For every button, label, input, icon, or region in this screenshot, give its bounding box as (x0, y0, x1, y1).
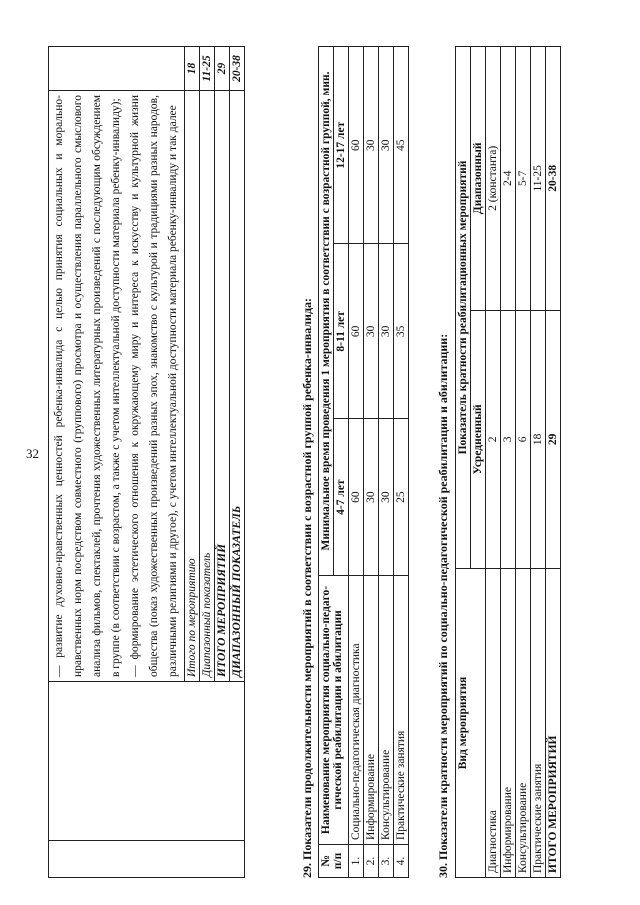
row-num: 3. (379, 845, 394, 878)
row-name: Информирование (501, 569, 516, 878)
row-num: 1. (349, 845, 364, 878)
page-number: 32 (26, 446, 39, 461)
row-name: Диагностика (486, 569, 501, 878)
header-activity-type: Вид мероприятия (456, 569, 486, 878)
rotated-content (0, 32, 560, 892)
row-value: 30 (364, 47, 379, 244)
row-range: 20-38 (546, 47, 561, 311)
row-value: 60 (349, 419, 364, 576)
table-row-total (546, 47, 561, 878)
activities-table (48, 46, 245, 878)
header-average: Усредненный (471, 310, 486, 568)
row-name: Практические занятия (531, 569, 546, 878)
row-average: 3 (501, 310, 516, 568)
row-value: 25 (394, 419, 409, 576)
row-average: 18 (531, 310, 546, 568)
header-num: № п/п (319, 845, 349, 878)
row-value: 30 (379, 244, 394, 419)
header-range: Диапазонный (471, 47, 486, 311)
paragraph-2: — формирование эстетического отношения к окружающему миру и интереса к искусству и культурной жизни общества (показ художественных произведений разных эпох, знакомство с культурой и традициями разных народов, различными религиями и другое), с учетом интеллектуальной доступности материала ребенку-инвалиду и так далее (129, 95, 179, 677)
row-value: 30 (364, 244, 379, 419)
row-name: Практические занятия (394, 576, 409, 845)
row-num: 2. (364, 845, 379, 878)
table-row (394, 47, 409, 878)
table-row (379, 47, 394, 878)
header-time: Минимальное время проведения 1 мероприятия в соответствии с возрастной группой, мин. (319, 47, 334, 576)
frequency-table (455, 46, 561, 878)
age-group-4-7: 4-7 лет (334, 419, 349, 576)
grand-range-value: 20-38 (230, 47, 245, 91)
grand-range-label: ДИАПАЗОННЫЙ ПОКАЗАТЕЛЬ (230, 91, 245, 682)
row-value: 45 (394, 47, 409, 244)
row-range: 11-25 (531, 47, 546, 311)
table-row (501, 47, 516, 878)
row-range: 2 (константа) (486, 47, 501, 311)
header-frequency: Показатель кратности реабилитационных мероприятий (456, 47, 471, 569)
empty-cell (49, 47, 185, 91)
grand-total-value: 29 (215, 47, 230, 91)
row-value: 60 (349, 244, 364, 419)
table-row (364, 47, 379, 878)
row-range: 5-7 (516, 47, 531, 311)
row-value: 35 (394, 244, 409, 419)
row-num: 4. (394, 845, 409, 878)
table-row (516, 47, 531, 878)
duration-table (318, 46, 409, 878)
row-name: Социально-педагогическая диагностика (349, 576, 364, 845)
row-average: 2 (486, 310, 501, 568)
row-average: 29 (546, 310, 561, 568)
activity-description (49, 91, 185, 682)
range-value: 11-25 (200, 47, 215, 91)
row-average: 6 (516, 310, 531, 568)
row-name: ИТОГО МЕРОПРИЯТИЙ (546, 569, 561, 878)
age-group-12-17: 12-17 лет (334, 47, 349, 244)
row-name: Консультирование (516, 569, 531, 878)
row-name: Информирование (364, 576, 379, 845)
row-range: 2-4 (501, 47, 516, 311)
section-30-title: 30. Показатели кратности мероприятий по социально-педагогической реабилитации и абилитации: (436, 333, 450, 878)
age-group-8-11: 8-11 лет (334, 244, 349, 419)
row-value: 30 (379, 47, 394, 244)
range-label: Диапазонный показатель (200, 91, 215, 682)
total-value: 18 (185, 47, 200, 91)
table-row (486, 47, 501, 878)
empty-cell (49, 682, 245, 841)
table-row (531, 47, 546, 878)
section-29-title: 29. Показатели продолжительности мероприятий в соответствии с возрастной группой ребенка-инвалида: (300, 297, 314, 878)
table-row (349, 47, 364, 878)
paragraph-1: — развитие духовно-нравственных ценностей ребенка-инвалида с целью принятия социальных и морально-нравственных норм посредством совместного (группового) просмотра и осуществления параллельного смыслового анализа фильмов, спектаклей, прочтения художественных литературных произведений с последующим обсуждением в группе (в соответствии с возрастом, а также с учетом интеллектуальной доступности материала ребенку-инвалиду); (53, 95, 122, 677)
grand-total-label: ИТОГО МЕРОПРИЯТИЙ (215, 91, 230, 682)
row-value: 30 (379, 419, 394, 576)
row-value: 60 (349, 47, 364, 244)
row-value: 30 (364, 419, 379, 576)
empty-cell (49, 841, 245, 878)
row-name: Консультирование (379, 576, 394, 845)
total-label: Итого по мероприятию (185, 91, 200, 682)
header-activity: Наименование мероприятия социально-педаго-гической реабилитации и абилитации (319, 576, 349, 845)
